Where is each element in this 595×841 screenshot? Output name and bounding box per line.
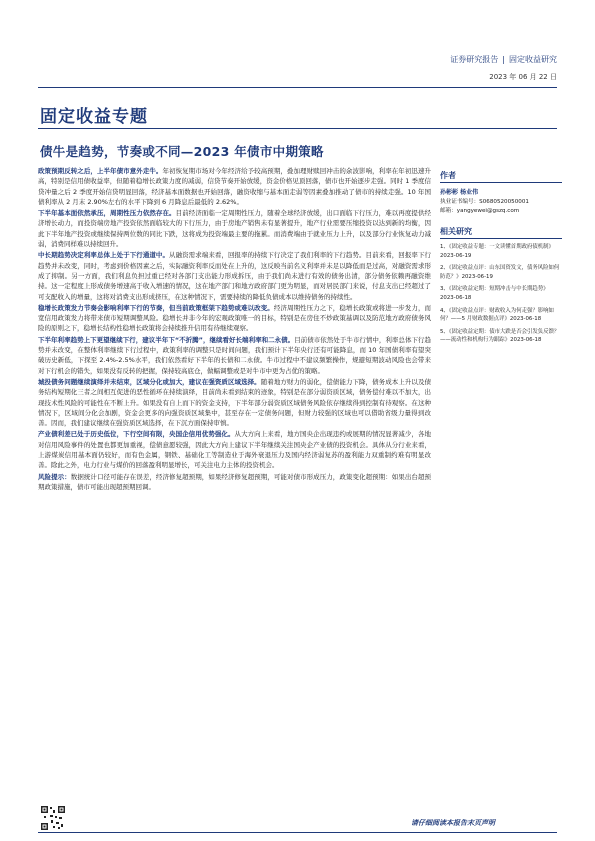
- paragraph-lead: 下半年基本面依然承压，周期性压力依然存在。: [38, 209, 176, 218]
- header-separator: |: [502, 55, 505, 64]
- paragraph-lead: 风险提示：: [38, 472, 71, 481]
- paragraph-lead: 稳增长政策发力节奏会影响利率下行的节奏，但当前政策框架下趋势或难以改变。: [38, 303, 274, 312]
- paragraph-lead: 政策预期反转之后，上半年债市意外走牛。: [38, 167, 163, 175]
- paragraph: [38, 429, 431, 470]
- authors-heading: 作者: [440, 170, 562, 183]
- footer-disclaimer: 请仔细阅读本报告末页声明: [411, 819, 495, 827]
- related-report-link[interactable]: 1、《固定收益专题：一文读懂首期政府债机制》2023-06-19: [440, 244, 554, 259]
- related-report-link[interactable]: 3、《固定收益定期：短期冲击与中长期趋势》2023-06-18: [440, 286, 549, 301]
- report-header: [450, 54, 557, 65]
- paragraph-text: 目前经济面临一定周期性压力，随着全球经济放缓，出口面临下行压力，难以再度提供经济增长动力，而投资端房地产投资依然面临较大的下行压力，由于房地产销售未有显著提升，地产行业需要压缩投资以达到新的均衡，因此下半年地产投资或继续保持两位数的同比下跌，这将成为投资端最主要的拖累。而消费端由于就业压力上升，以及部分行业恢复动力减弱，消费同样难以持续回升。: [38, 209, 432, 249]
- report-category: 固定收益研究: [509, 55, 557, 64]
- risk-warning: [38, 472, 431, 493]
- paragraph-lead: 城投债务问题继续演绎并未结束，区域分化或加大，建议在强资质区域选择。: [38, 377, 261, 386]
- paragraph: [38, 250, 431, 301]
- paragraph-lead: 下半年利率趋势上下更望继续下行，建议半年下“不折腾”，继续看好长端利率和二永债。: [38, 335, 295, 344]
- author-license: 执业证书编号：S0680520050001: [440, 199, 529, 205]
- paragraph-text: 目前债市依然处于牛市行情中，利率总体下行趋势并未改变，在整体利率继续下行过程中，政策利率的调整只是时间问题，我们预计下半年央行还有可能降息，而 10 年国债利率有望突破历史新低，下探至 2.4%-2.5%水平，我们依然看好下半年的长债和二永债。牛市过程中不建议频繁操作，规避短期波动风险也会带来对下行机会的错失，如果没有反转的把握，保持较高底仓，做幅调整或是对牛市中更为占优的策略。: [38, 335, 432, 375]
- report-type: 证券研究报告: [450, 55, 499, 64]
- related-report-link[interactable]: 5、《固定收益定期：债市大跌是否会引发负反馈？——流动性和机构行为跟踪》2023-06-18: [440, 328, 560, 344]
- author-email[interactable]: 邮箱：yangyewei@gszq.com: [440, 208, 520, 214]
- report-date: 2023 年 06 月 22 日: [489, 73, 557, 81]
- document-title: 固定收益专题: [40, 107, 148, 127]
- paragraph: [38, 377, 431, 428]
- paragraph-text: 从融资需求端来看，回报率的持续下行决定了我们利率的下行趋势。目前来看，回报率下行趋势并未改变，同时，考虑到价格因素之后，实际融资利率反而处在上升的，这反映当前名义利率并未足以降低而是过高，对融资需求形成了抑制。另一方面，我们利息负担过重已经对各部门支出能力形成拆压，由于我们尚未进行有效的债务出清，部分债务依赖再融资维持。这一定程度上形成债务增速高于收入增速的情况，这在地产部门和地方政府部门更为明显，而对居民部门来说，付息支出已经超过了可支配收入的增量，这将对消费支出形成挤压，在这种情况下，需要持续的降低负债成本以维持债务的持续性。: [38, 251, 432, 301]
- paragraph: [38, 208, 431, 249]
- paragraph-text: 数据统计口径可能存在误差，经济修复超预期，如果经济修复超预期，可能对债市形成压力，政策变化超预期：如果出台超预期政策措施，债市可能出现超预期回调。: [38, 472, 432, 491]
- related-report-link[interactable]: 2、《固定收益点评：山东国资发文，债务风险如何防范？》2023-06-19: [440, 265, 560, 280]
- paragraph-text: 年初恢复期市场对今年经济给予较高预期，叠加理财赎回冲击的余波影响，利率在年初迅速升高，特别是信用债收益率，但随着稳增长政策力度的减弱，信贷节奏开始放缓，资金价格见顶回落，债市也开始逐步走强。同时 1 季度信贷冲量之后 2 季度开始信贷明显回落，经济基本面数据也开始回落，融资收缩与基本面走弱等因素叠加推动了债市的持续走强。10 年国债利率从 2 月末 2.90%左右的水平下降到 6 月降息后最低的 2.62%。: [38, 167, 432, 206]
- top-divider: [38, 87, 557, 88]
- title-divider: [38, 128, 557, 129]
- paragraph-lead: 中长期趋势决定利率总体上处于下行通道中。: [38, 251, 170, 260]
- paragraph: [38, 303, 431, 334]
- paragraph: [38, 166, 431, 207]
- related-heading: 相关研究: [440, 226, 562, 239]
- paragraph-text: 经济周期性压力之下，稳增长政策或将进一步发力，而宽信用政策发力将带来债市短期调整风险。稳增长并非今年的宏观政策唯一的目标，特别是在房住不炒政策基调以及防范地方政府债务风险的原则之下，稳增长结构性稳增长政策将会持续推升信用有待继续观察。: [38, 303, 432, 333]
- related-report-link[interactable]: 4、《固定收益点评：财政收入为何走强？影响如何？——5 月财政数据点评》2023-06-18: [440, 307, 554, 323]
- qr-code-icon: [40, 805, 66, 831]
- author-names: 孙彬彬 杨业伟: [440, 189, 479, 196]
- paragraph-text: 从大方向上来看，地方国央企出现违约或展期的情况显著减少，各地对信用风险事件的处置也都更加重视，偿债意愿较强，因此大方向上建议下半年继续关注国央企产业债的投资机会。具体从分行业来看，上游煤炭信用基本面仍较好，而有色金属，钢铁、基础化工等制造业于海外衰退压力及国内经济弱复苏的盈利能力双重制约难有明显改善。除此之外，电力行业与煤价的回落盈利明显增长，可关注电力主体的投资机会。: [38, 430, 432, 470]
- paragraph-lead: 产业债利差已处于历史低位，下行空间有限，央国企信用优势强化。: [38, 430, 235, 439]
- report-headline: 债牛是趋势，节奏或不同—2023 年债市中期策略: [40, 144, 324, 159]
- bottom-divider: [38, 832, 557, 833]
- paragraph-text: 随着地方财力的弱化，偿债能力下降，债务成本上升以及债务结构短期化三者之间相互促进的恶性循环在持续演绎，目前尚未看到结束的迹象，特别是在部分弱资质区域，债务偿付难以不加大，出现技术性风险的可能性在不断上升。如果没有自上而下的资金支持，下半年部分弱资质区域债务风险依存继续得到控制有待观察。在这种情况下，区域间分化会加剧，资金会更多的向强资质区域集中，甚至存在一定债务问题，但财力较强的区域也可以借助省级力量得到改善。因而，我们建议继续在强资质区域选择，在下沉方面保持审慎。: [38, 377, 432, 428]
- main-body: [38, 166, 431, 493]
- paragraph: [38, 335, 431, 376]
- sidebar: [440, 170, 562, 349]
